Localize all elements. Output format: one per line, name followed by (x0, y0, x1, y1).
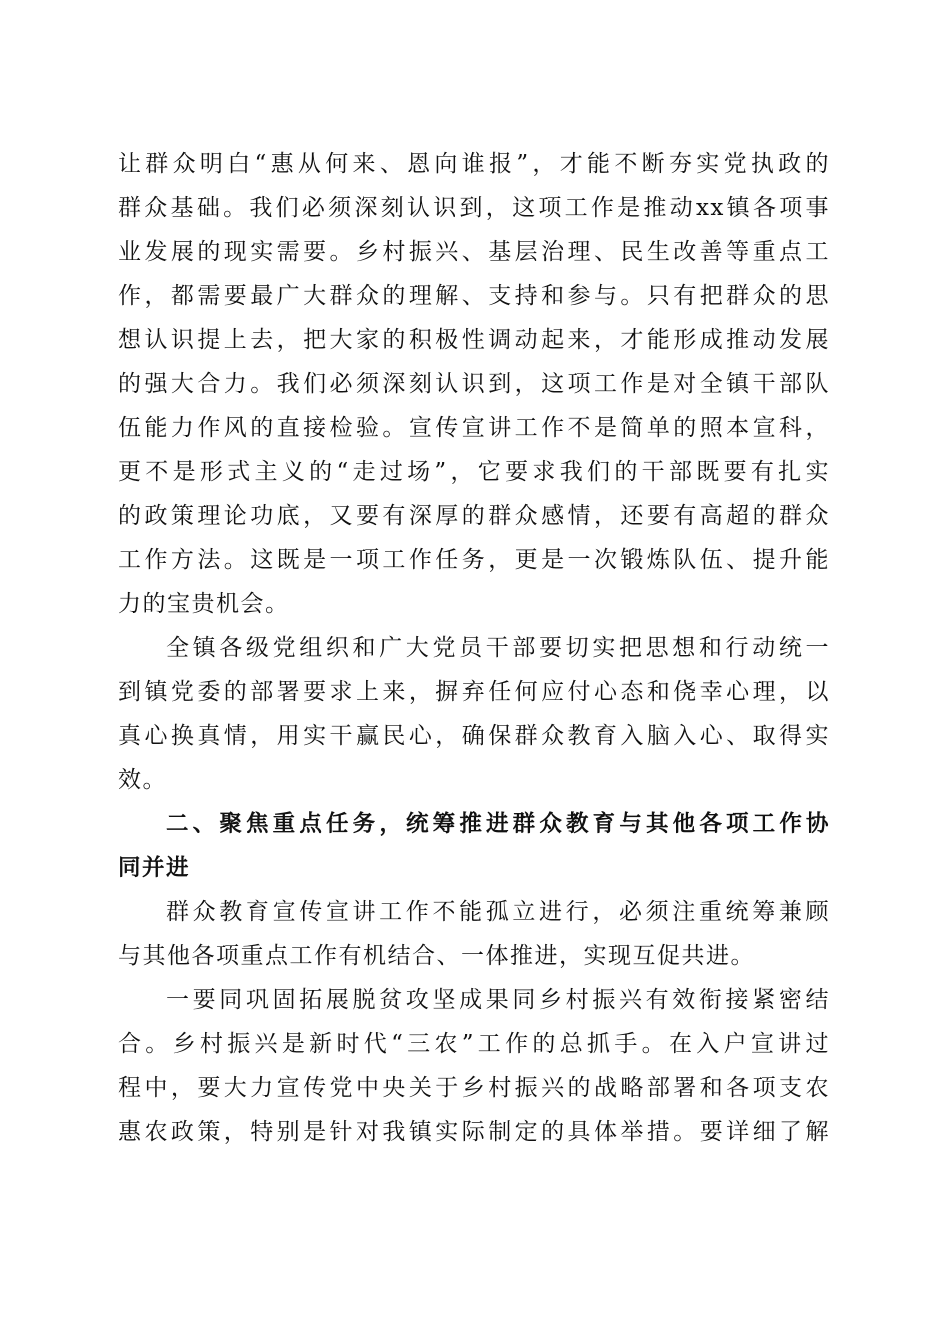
document-page (118, 142, 830, 1154)
heading-line: 二、聚焦重点任务，统筹推进群众教育与其他各项工作协 (166, 811, 830, 837)
text-line: 让群众明白“惠从何来、恩向谁报”，才能不断夯实党执政的 (118, 151, 830, 177)
text-line: 的强大合力。我们必须深刻认识到，这项工作是对全镇干部队 (118, 371, 830, 397)
text-line: 伍能力作风的直接检验。宣传宣讲工作不是简单的照本宣科， (118, 415, 830, 441)
paragraph-1 (118, 142, 830, 626)
text-line: 到镇党委的部署要求上来，摒弃任何应付心态和侥幸心理，以 (118, 679, 830, 705)
text-line: 效。 (118, 767, 167, 793)
text-line: 工作方法。这既是一项工作任务，更是一次锻炼队伍、提升能 (118, 547, 830, 573)
text-line: 群众基础。我们必须深刻认识到，这项工作是推动xx镇各项事 (118, 195, 830, 221)
text-line: 作，都需要最广大群众的理解、支持和参与。只有把群众的思 (118, 283, 830, 309)
section-heading-2 (118, 802, 830, 890)
text-line: 群众教育宣传宣讲工作不能孤立进行，必须注重统筹兼顾 (166, 899, 830, 925)
text-line: 力的宝贵机会。 (118, 591, 290, 617)
text-line: 程中，要大力宣传党中央关于乡村振兴的战略部署和各项支农 (118, 1075, 830, 1101)
text-line: 的政策理论功底，又要有深厚的群众感情，还要有高超的群众 (118, 503, 830, 529)
text-line: 惠农政策，特别是针对我镇实际制定的具体举措。要详细了解 (118, 1119, 830, 1145)
text-line: 全镇各级党组织和广大党员干部要切实把思想和行动统一 (166, 635, 830, 661)
heading-line: 同并进 (118, 855, 191, 881)
paragraph-3 (118, 890, 830, 978)
paragraph-2 (118, 626, 830, 802)
text-line: 一要同巩固拓展脱贫攻坚成果同乡村振兴有效衔接紧密结 (166, 987, 830, 1013)
paragraph-4 (118, 978, 830, 1154)
text-line: 真心换真情，用实干赢民心，确保群众教育入脑入心、取得实 (118, 723, 830, 749)
text-line: 更不是形式主义的“走过场”，它要求我们的干部既要有扎实 (118, 459, 830, 485)
text-line: 业发展的现实需要。乡村振兴、基层治理、民生改善等重点工 (118, 239, 830, 265)
text-line: 合。乡村振兴是新时代“三农”工作的总抓手。在入户宣讲过 (118, 1031, 830, 1057)
text-line: 与其他各项重点工作有机结合、一体推进，实现互促共进。 (118, 943, 755, 969)
text-line: 想认识提上去，把大家的积极性调动起来，才能形成推动发展 (118, 327, 830, 353)
